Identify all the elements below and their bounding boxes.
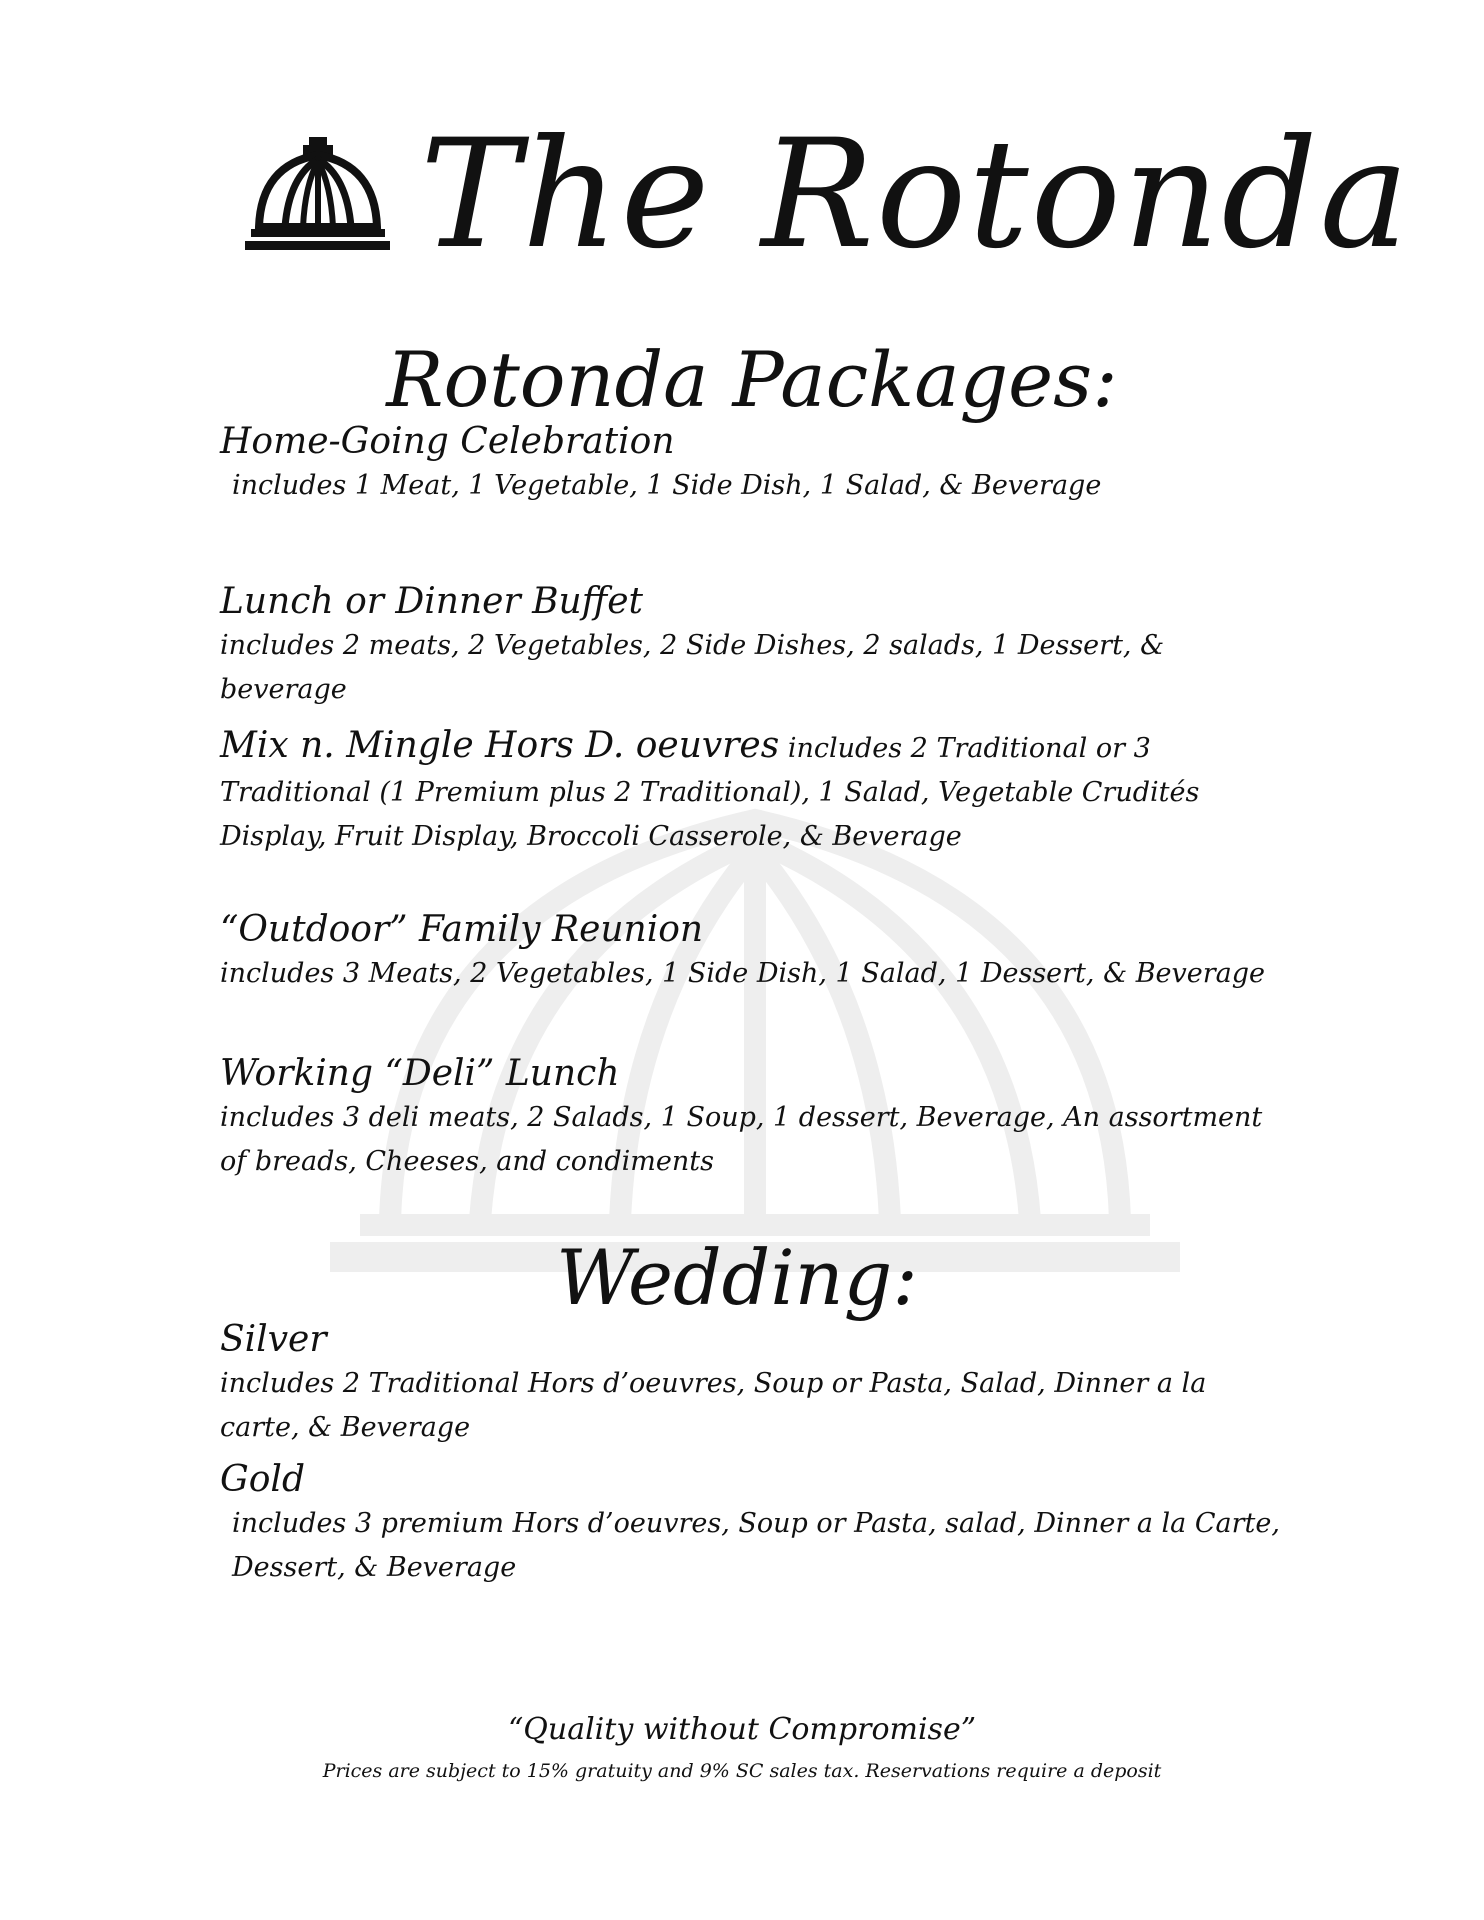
package-description: includes 3 deli meats, 2 Salads, 1 Soup, 1 dessert, Beverage, An assortment of breads, Cheeses, and condiments — [220, 1102, 1263, 1177]
packages-title: Rotonda Packages: — [386, 335, 1118, 424]
package-item — [220, 420, 1280, 508]
package-name: Lunch or Dinner Buffet — [220, 581, 644, 622]
package-description: includes 2 Traditional or 3 Traditional (1 Premium plus 2 Traditional), 1 Salad, Vegetable Crudités Display, Fruit Display, Broccoli Casserole, & Beverage — [220, 733, 1200, 852]
wedding-title: Wedding: — [556, 1233, 918, 1322]
dome-icon — [245, 135, 390, 265]
motto: “Quality without Compromise” — [507, 1712, 977, 1747]
package-name: Working “Deli” Lunch — [220, 1053, 620, 1094]
wedding-package-name: Gold — [220, 1459, 305, 1500]
package-item — [220, 580, 1280, 712]
wedding-item — [220, 1318, 1280, 1450]
package-description: includes 3 Meats, 2 Vegetables, 1 Side Dish, 1 Salad, 1 Dessert, & Beverage — [220, 958, 1266, 989]
package-name: “Outdoor” Family Reunion — [220, 909, 704, 950]
disclaimer: Prices are subject to 15% gratuity and 9% SC sales tax. Reservations require a deposit — [322, 1760, 1162, 1782]
package-description: includes 1 Meat, 1 Vegetable, 1 Side Dish, 1 Salad, & Beverage — [232, 470, 1102, 501]
wedding-package-description: includes 2 Traditional Hors d’oeuvres, Soup or Pasta, Salad, Dinner a la carte, & Beverage — [220, 1368, 1207, 1443]
package-name: Home-Going Celebration — [220, 421, 675, 462]
brand-name: The Rotonda — [420, 108, 1411, 282]
wedding-package-description: includes 3 premium Hors d’oeuvres, Soup or Pasta, salad, Dinner a la Carte, Dessert, & Beverage — [232, 1508, 1280, 1583]
package-item — [220, 1052, 1280, 1184]
wedding-item — [220, 1458, 1280, 1590]
wedding-package-name: Silver — [220, 1319, 327, 1360]
package-description: includes 2 meats, 2 Vegetables, 2 Side Dishes, 2 salads, 1 Dessert, & beverage — [220, 630, 1165, 705]
package-item — [220, 908, 1280, 996]
brand-header — [245, 108, 1411, 282]
package-name: Mix n. Mingle Hors D. oeuvres — [220, 725, 780, 766]
package-item — [220, 724, 1280, 859]
